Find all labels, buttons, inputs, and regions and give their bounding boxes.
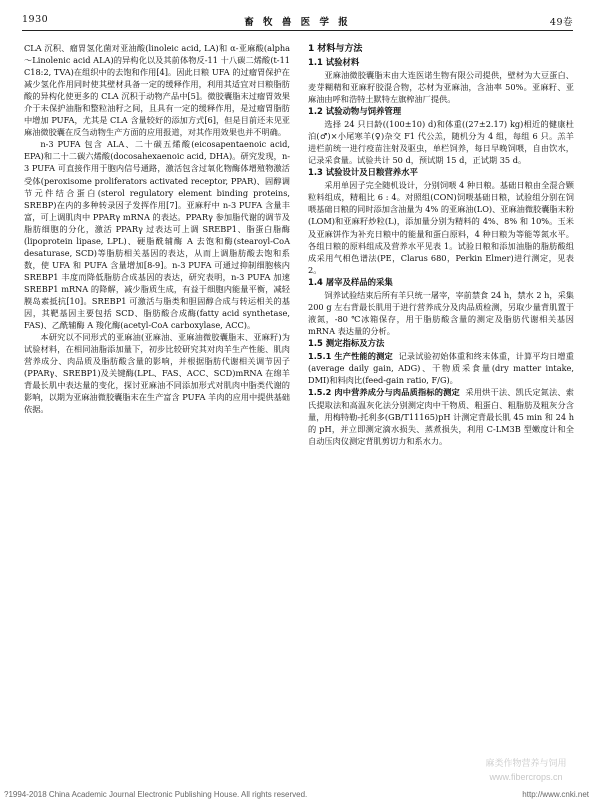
paragraph-text: 记录试验初始体重和终末体重，计算平均日增重(average daily gain, ADG)、干物质采食量(dry matter intake, DMI)和料肉比(feed-gain ratio, F/G)。 — [308, 350, 574, 386]
footer-copyright: ?1994-2018 China Academic Journal Electronic Publishing House. All rights reserved. — [4, 790, 308, 799]
watermark-line: 麻类作物营养与饲用 — [485, 758, 567, 768]
header-journal-title: 畜 牧 兽 医 学 报 — [244, 17, 351, 28]
subsection-heading: 1.5 测定指标及方法 — [308, 337, 385, 348]
subsection-heading: 1.2 试验动物与饲养管理 — [308, 106, 402, 117]
header-volume: 49卷 — [549, 17, 573, 28]
paragraph: 选择 24 只日龄((100±10) d)和体重((27±2.17) kg)相近的健康杜泊(♂)×小尾寒羊(♀)杂交 F1 代公羔，随机分为 4 组，每组 6 只。羔羊进栏前统一进行疫苗注射及驱虫，单栏饲养，每日早晚饲喂，自由饮水，记录采食量。试验共计 50 d，预试期 15 d，正试期 35 d。 — [308, 119, 574, 166]
subsubsection-heading: 1.5.2 肉中营养成分与肉品质指标的测定 — [308, 387, 460, 398]
right-column — [308, 42, 574, 447]
subsection-heading: 1.4 屠宰及样品的采集 — [308, 276, 393, 287]
paragraph: 饲养试验结束后所有羊只统一屠宰，宰前禁食 24 h，禁水 2 h，采集 200 g 左右背最长肌用于进行营养成分及肉品质检测，另取少量背肌置于液氮，-80 ℃冰箱保存，用于脂肪酸含量的测定及脂肪代谢相关基因 mRNA 表达量的分析。 — [308, 289, 574, 336]
header-year: 1930 — [22, 14, 49, 25]
watermark — [471, 756, 581, 784]
footer-url: http://www.cnki.net — [522, 790, 589, 799]
paragraph-text: 采用烘干法、凯氏定氮法、索氏提取法和高温灰化法分别测定肉中干物质、粗蛋白、粗脂肪及粗灰分含量，用梅特勒-托利多(GB/T11165)pH 计测定背最长肌 45 min 和 24 h 的 pH，并立即测定滴水损失、蒸煮损失，利用 C-LM3B 型嫩度计和全自动压肉仪测定背肌剪切力和系水力。 — [308, 387, 574, 447]
paragraph: CLA 沉积、瘤胃氢化菌对亚油酸(linoleic acid, LA)和 α-亚麻酸(alpha～Linolenic acid ALA)的异构化以及其前体物反-11 十八碳二烯酸(t-11 C18:2, TVA)在组织中的去饱和作用[4]。因此日粮 UFA 的过瘤胃保护在减少氢化作用同时使其壁材具备一定的缓释作用，利用其适宜对日粮脂肪酸的异构化使更多的 CLA 沉积于动物产品中[5]。微胶囊脂末过瘤胃效果介于未保护油脂和整粒油籽之间，且具有一定的缓释作用，是过瘤胃脂肪中增加 PUFA，尤其是 CLA 含量较好的添加方式[6]，但是目前还未见亚麻油微胶囊在反刍动物生产方面的应用报道，对其作用效果也并不明确。 — [24, 43, 290, 138]
subsection-heading: 1.3 试验设计及日粮营养水平 — [308, 167, 418, 178]
watermark-line: www.fibercrops.cn — [489, 772, 563, 782]
subsubsection-heading: 1.5.1 生产性能的测定 — [308, 350, 393, 361]
left-column — [24, 42, 290, 415]
paragraph: 亚麻油微胶囊脂末由大连医诺生物有限公司提供，壁材为大豆蛋白、麦芽糊精和亚麻籽胶混合物，芯材为亚麻油，含油率 50%。亚麻籽、亚麻油由呼和浩特土默特左旗榨油厂提供。 — [308, 70, 574, 105]
subsection-heading: 1.1 试验材料 — [308, 57, 360, 67]
section-heading-materials-methods: 1 材料与方法 — [308, 44, 363, 54]
paragraph: n-3 PUFA 包含 ALA、二十碳五烯酸(eicosapentaenoic acid, EPA)和二十二碳六烯酸(docosahexaenoic acid, DHA)。研究发现，n-3 PUFA 可直接作用于胞内信号通路，激活包含过氧化物酶体增殖物激活受体(peroxisome proliferators activated receptor, PPAR)、固醇调节元件结合蛋白(sterol regulatory element binding proteins, SREBP)在内的多种转录因子发挥作用[7]。亚麻籽中 n-3 PUFA 含量丰富，可上调肌肉中 PPARγ mRNA 的表达。PPARγ 参加脂代谢的调节及脂肪细胞的分化，激活 PPARγ 过表达可上调 SREBP1、脂蛋白脂酶(lipoprotein lipase, LPL)、硬脂酰辅酶 A 去饱和酶(stearoyl-CoA desaturase, SCD)等脂肪相关基因的表达，从而上调脂肪酸去饱和系数，使 UFA 和 PUFA 含量增加[8-9]。n-3 PUFA 可通过抑制细胞核内 SREBP1 丰度而降低脂肪合成基因的表达，研究表明，n-3 PUFA 加速 SREBP1 mRNA 的降解，减少脂质生成，有益于细胞内能量平衡，减轻膜岛素抵抗[10]。SREBP1 可激活与脂类和胆固醇合成与转运相关的基因，其靶基因主要包括 SCD、脂肪酸合成酶(fatty acid synthetase, FAS)、乙酰辅酶 A 羧化酶(acetyl-CoA carboxylase, ACC)。 — [24, 139, 290, 331]
header-rule — [22, 30, 573, 31]
paragraph: 本研究以不同形式的亚麻油(亚麻油、亚麻油微胶囊脂末、亚麻籽)为试验材料，在相同油脂添加量下，初步比较研究其对肉羊生产性能、肌肉营养成分、肉品质及脂肪酸含量的影响，并根据脂肪代谢相关调节因子(PPARγ、SREBP1)及关键酶(LPL、FAS、ACC、SCD)mRNA 在绵羊背最长肌中表达量的变化，探讨亚麻油不同添加形式对肌肉中脂类代谢的影响，以期为亚麻油微胶囊脂末在生产富含 PUFA 羊肉的应用中提供基础依据。 — [24, 332, 290, 415]
paragraph: 采用单因子完全随机设计，分别饲喂 4 种日粮。基础日粮由全混合颗粒料组成，精粗比 6 : 4。对照组(CON)饲喂基础日粮，试验组分别在饲喂基础日粮的同时添加含油量为 4% 的亚麻油(LO)、亚麻油微胶囊脂末粉(LOM)和亚麻籽炒粒(L)，添加量分别为精料的 4%、8% 和 10%。玉米及亚麻饼作为补充日粮中的能量和蛋白原料，4 种日粮为等能等氮水平。各组日粮的原料组成及营养水平见表 1。试验日粮和添加油脂的脂肪酸组成采用气相色谱法(PE，Clarus 680，Perkin Elmer)进行测定，见表 2。 — [308, 180, 574, 275]
